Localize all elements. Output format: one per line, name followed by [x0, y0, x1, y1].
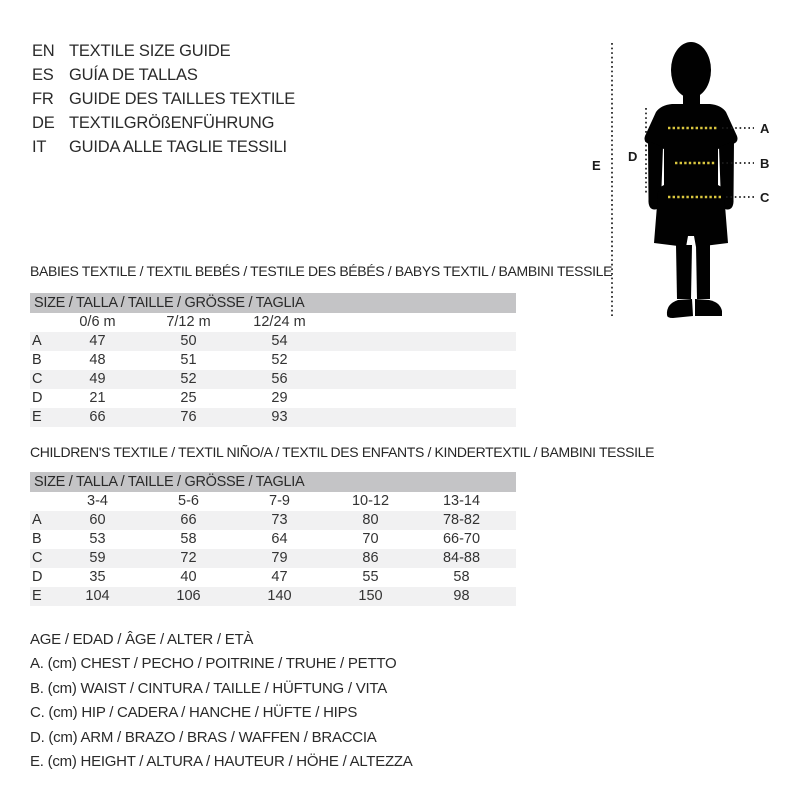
- guide-title-it: GUIDA ALLE TAGLIE TESSILI: [69, 137, 287, 156]
- table-cell: 54: [271, 333, 288, 349]
- table-cell: 150: [358, 588, 383, 604]
- table-cell: 51: [180, 352, 197, 368]
- row-label: E: [32, 409, 42, 425]
- table-cell: 80: [362, 512, 379, 528]
- measure-label-a: A: [760, 121, 770, 136]
- table-cell: 40: [180, 569, 197, 585]
- table-cell: 52: [271, 352, 288, 368]
- language-code: FR: [32, 89, 54, 108]
- row-label: D: [32, 390, 43, 406]
- children-size-table: [30, 472, 516, 606]
- table-row: [30, 408, 516, 427]
- table-row: [30, 389, 516, 408]
- table-cell: 48: [89, 352, 106, 368]
- table-cell: 60: [89, 512, 106, 528]
- table-cell: 25: [180, 390, 197, 406]
- table-cell: 35: [89, 569, 106, 585]
- language-row-fr: [32, 88, 295, 112]
- babies-size-table: [30, 293, 516, 427]
- column-header: 10-12: [351, 493, 390, 509]
- legend-line-waist: B. (cm) WAIST / CINTURA / TAILLE / HÜFTUNG / VITA: [30, 679, 387, 697]
- guide-title-es: GUÍA DE TALLAS: [69, 66, 198, 85]
- language-row-es: [32, 64, 295, 88]
- babies-columns-row: [30, 313, 516, 332]
- column-header: 5-6: [178, 493, 199, 509]
- column-header: 3-4: [87, 493, 108, 509]
- table-row: [30, 587, 516, 606]
- table-cell: 50: [180, 333, 197, 349]
- language-title-list: [32, 40, 295, 159]
- table-cell: 66-70: [442, 531, 481, 547]
- legend-line-age: AGE / EDAD / ÂGE / ALTER / ETÀ: [30, 631, 254, 648]
- child-silhouette: [645, 42, 738, 318]
- language-code: ES: [32, 66, 54, 85]
- table-cell: 49: [89, 371, 106, 387]
- children-columns-row: [30, 492, 516, 511]
- language-code: EN: [32, 42, 55, 61]
- table-cell: 47: [89, 333, 106, 349]
- table-cell: 72: [180, 550, 197, 566]
- table-cell: 66: [89, 409, 106, 425]
- column-header: 7-9: [269, 493, 290, 509]
- table-cell: 55: [362, 569, 379, 585]
- table-cell: 53: [89, 531, 106, 547]
- table-cell: 76: [180, 409, 197, 425]
- table-row: [30, 568, 516, 587]
- table-cell: 58: [180, 531, 197, 547]
- table-cell: 47: [271, 569, 288, 585]
- table-cell: 56: [271, 371, 288, 387]
- column-header: 12/24 m: [253, 314, 306, 330]
- children-size-header-bar: SIZE / TALLA / TAILLE / GRÖSSE / TAGLIA: [30, 472, 516, 492]
- table-cell: 104: [85, 588, 110, 604]
- measure-label-b: B: [760, 156, 770, 171]
- children-section-title: CHILDREN'S TEXTILE / TEXTIL NIÑO/A / TEXTIL DES ENFANTS / KINDERTEXTIL / BAMBINI TESSILE: [30, 444, 655, 460]
- table-row: [30, 549, 516, 568]
- guide-title-en: TEXTILE SIZE GUIDE: [69, 42, 231, 61]
- table-row: [30, 332, 516, 351]
- table-cell: 73: [271, 512, 288, 528]
- row-label: C: [32, 371, 43, 387]
- measure-label-c: C: [760, 190, 770, 205]
- legend-line-arm: D. (cm) ARM / BRAZO / BRAS / WAFFEN / BRACCIA: [30, 728, 377, 746]
- table-cell: 70: [362, 531, 379, 547]
- table-cell: 29: [271, 390, 288, 406]
- row-label: B: [32, 531, 42, 547]
- table-cell: 106: [176, 588, 201, 604]
- table-cell: 59: [89, 550, 106, 566]
- child-silhouette-figure: [580, 30, 780, 330]
- table-row: [30, 530, 516, 549]
- column-header: 7/12 m: [166, 314, 211, 330]
- row-label: C: [32, 550, 43, 566]
- table-row: [30, 351, 516, 370]
- language-code: IT: [32, 137, 47, 156]
- table-cell: 64: [271, 531, 288, 547]
- column-header: 0/6 m: [79, 314, 116, 330]
- guide-title-de: TEXTILGRÖßENFÜHRUNG: [69, 113, 275, 132]
- legend-line-hip: C. (cm) HIP / CADERA / HANCHE / HÜFTE / HIPS: [30, 704, 358, 722]
- row-label: B: [32, 352, 42, 368]
- table-cell: 84-88: [442, 550, 481, 566]
- language-row-en: [32, 40, 295, 64]
- row-label: D: [32, 569, 43, 585]
- table-row: [30, 370, 516, 389]
- table-cell: 52: [180, 371, 197, 387]
- row-label: A: [32, 333, 42, 349]
- measurement-legend: [30, 628, 413, 774]
- language-row-it: [32, 135, 295, 159]
- table-cell: 58: [453, 569, 470, 585]
- table-cell: 98: [453, 588, 470, 604]
- row-label: A: [32, 512, 42, 528]
- column-header: 13-14: [442, 493, 481, 509]
- table-cell: 93: [271, 409, 288, 425]
- table-cell: 66: [180, 512, 197, 528]
- babies-section-title: BABIES TEXTILE / TEXTIL BEBÉS / TESTILE DES BÉBÉS / BABYS TEXTIL / BAMBINI TESSILE: [30, 263, 613, 279]
- legend-line-chest: A. (cm) CHEST / PECHO / POITRINE / TRUHE / PETTO: [30, 655, 397, 673]
- table-row: [30, 511, 516, 530]
- table-cell: 21: [89, 390, 106, 406]
- measure-label-d: D: [628, 149, 638, 164]
- table-cell: 140: [267, 588, 292, 604]
- babies-size-header-bar: SIZE / TALLA / TAILLE / GRÖSSE / TAGLIA: [30, 293, 516, 313]
- row-label: E: [32, 588, 42, 604]
- measure-label-e: E: [592, 158, 601, 173]
- language-code: DE: [32, 113, 55, 132]
- table-cell: 86: [362, 550, 379, 566]
- language-row-de: [32, 111, 295, 135]
- legend-line-height: E. (cm) HEIGHT / ALTURA / HAUTEUR / HÖHE / ALTEZZA: [30, 753, 413, 771]
- table-cell: 79: [271, 550, 288, 566]
- guide-title-fr: GUIDE DES TAILLES TEXTILE: [69, 89, 296, 108]
- table-cell: 78-82: [442, 512, 481, 528]
